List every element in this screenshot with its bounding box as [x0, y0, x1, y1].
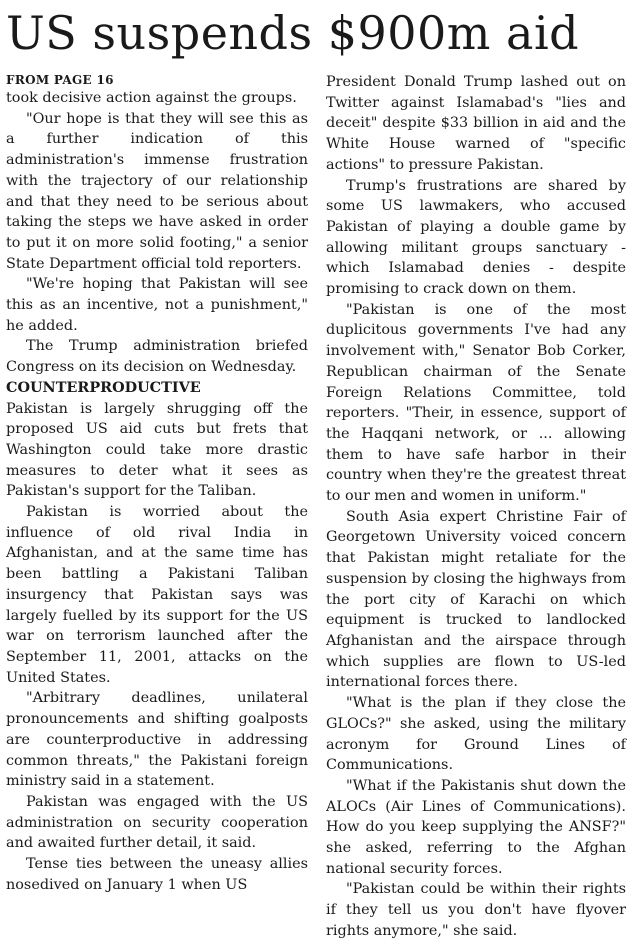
paragraph: took decisive action against the groups.: [6, 90, 297, 106]
paragraph: South Asia expert Christine Fair of Georgetown University voiced concern that Pakistan might retaliate for the suspension by closing the highways from the port city of Karachi on which equipment is trucked to landlocked Afghanistan and the airspace through which supplies are flown to US-led international forces there.: [326, 508, 626, 691]
continuation-label: FROM PAGE 16: [6, 73, 114, 87]
paragraph: Pakistan is worried about the influence of old rival India in Afghanistan, and at the same time has been battling a Pakistani Taliban insurgency that Pakistan says was largely fuelled by its support for the US war on terrorism launched after the September 11, 2001, attacks on the United States.: [6, 504, 308, 686]
paragraph: Pakistan is largely shrugging off the proposed US aid cuts but frets that Washington could take more drastic measures to deter what it sees as Pakistan's support for the Taliban.: [6, 400, 308, 500]
paragraph: Tense ties between the uneasy allies nosedived on January 1 when US: [6, 856, 308, 893]
paragraph: "Pakistan is one of the most duplicitous governments I've had any involvement with," Senator Bob Corker, Republican chairman of the Senate Foreign Relations Committee, told reporters. "Their, in essence, support of the Haqqani network, or ... allowing them to have safe harbor in their country when they're the greatest threat to our men and women in uniform.": [326, 301, 626, 505]
paragraph: President Donald Trump lashed out on Twitter against Islamabad's "lies and deceit" despite $33 billion in aid and the White House warned of "specific actions" to pressure Pakistan.: [326, 74, 626, 173]
paragraph: "We're hoping that Pakistan will see this as an incentive, not a punishment," he added.: [6, 276, 308, 334]
paragraph: Trump's frustrations are shared by some US lawmakers, who accused Pakistan of playing a double game by allowing militant groups sanctuary - which Islamabad denies - despite promising to crack down on them.: [326, 177, 626, 298]
paragraph: Pakistan was engaged with the US administration on security cooperation and awaited further detail, it said.: [6, 793, 308, 852]
paragraph: "What is the plan if they close the GLOCs?" she asked, using the military acronym for Ground Lines of Communications.: [326, 695, 626, 774]
paragraph: The Trump administration briefed Congress on its decision on Wednesday.: [6, 338, 308, 376]
paragraph: "Pakistan could be within their rights if they tell us you don't have flyover rights anymore," she said.: [326, 881, 626, 939]
paragraph: "What if the Pakistanis shut down the ALOCs (Air Lines of Communications). How do you keep supplying the ANSF?" she asked, referring to the Afghan national security forces.: [326, 777, 626, 877]
right-column: [326, 72, 626, 942]
paragraph: "Our hope is that they will see this as a further indication of this administration's immense frustration with the trajectory of our relationship and that they need to be serious about taking the steps we have asked in order to put it on more solid footing," a senior State Department official told reporters.: [6, 110, 308, 272]
paragraph: "Arbitrary deadlines, unilateral pronouncements and shifting goalposts are counterproductive in addressing common threats," the Pakistani foreign ministry said in a statement.: [6, 690, 308, 790]
subheading: COUNTERPRODUCTIVE: [6, 378, 201, 396]
left-column: [6, 72, 308, 895]
headline: US suspends $900m aid: [6, 6, 580, 60]
